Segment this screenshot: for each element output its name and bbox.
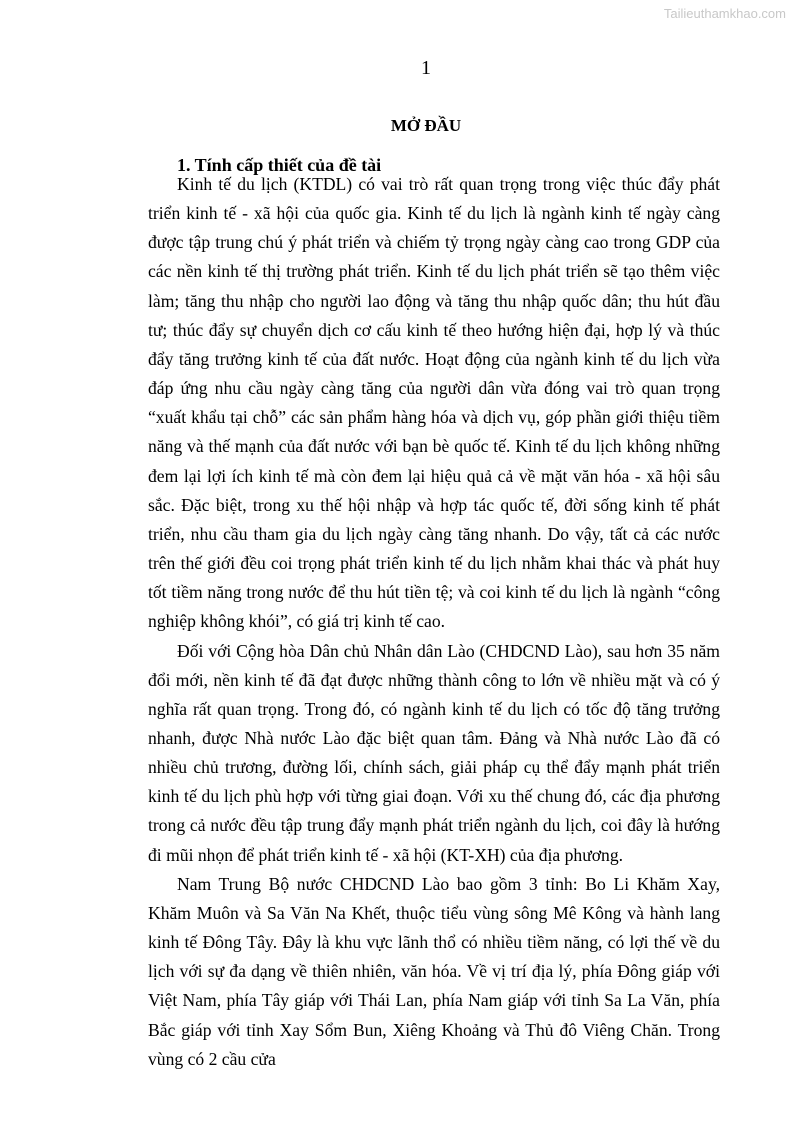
page-number: 1	[421, 57, 431, 79]
paragraph-3: Nam Trung Bộ nước CHDCND Lào bao gồm 3 tỉnh: Bo Li Khăm Xay, Khăm Muôn và Sa Văn Na Khết, thuộc tiểu vùng sông Mê Kông và hành lang kinh tế Đông Tây. Đây là khu vực lãnh thổ có nhiều tiềm năng, có lợi thế về du lịch với sự đa dạng về thiên nhiên, văn hóa. Về vị trí địa lý, phía Đông giáp với Việt Nam, phía Tây giáp với Thái Lan, phía Nam giáp với tỉnh Sa La Văn, phía Bắc giáp với tỉnh Xay Sổm Bun, Xiêng Khoảng và Thủ đô Viêng Chăn. Trong vùng có 2 cầu cửa	[148, 873, 720, 1069]
watermark: Tailieuthamkhao.com	[663, 6, 786, 21]
section-heading: 1. Tính cấp thiết của đề tài	[177, 155, 382, 175]
body-text	[148, 170, 720, 1074]
page-title: MỞ ĐẦU	[390, 116, 462, 135]
paragraph-2: Đối với Cộng hòa Dân chủ Nhân dân Lào (CHDCND Lào), sau hơn 35 năm đổi mới, nền kinh tế đã đạt được những thành công to lớn về nhiều mặt và có ý nghĩa rất quan trọng. Trong đó, có ngành kinh tế du lịch có tốc độ tăng trưởng nhanh, được Nhà nước Lào đặc biệt quan tâm. Đảng và Nhà nước Lào đã có nhiều chủ trương, đường lối, chính sách, giải pháp cụ thể đẩy mạnh phát triển kinh tế du lịch phù hợp với từng giai đoạn. Với xu thế chung đó, các địa phương trong cả nước đều tập trung đẩy mạnh phát triển ngành du lịch, coi đây là hướng đi mũi nhọn để phát triển kinh tế - xã hội (KT-XH) của địa phương.	[148, 640, 720, 865]
paragraph-1: Kinh tế du lịch (KTDL) có vai trò rất quan trọng trong việc thúc đẩy phát triển kinh tế - xã hội của quốc gia. Kinh tế du lịch là ngành kinh tế ngày càng được tập trung chú ý phát triển và chiếm tỷ trọng ngày càng cao trong GDP của các nền kinh tế thị trường phát triển. Kinh tế du lịch phát triển sẽ tạo thêm việc làm; tăng thu nhập cho người lao động và tăng thu nhập quốc dân; thu hút đầu tư; thúc đẩy sự chuyển dịch cơ cấu kinh tế theo hướng hiện đại, hợp lý và thúc đẩy tăng trưởng kinh tế của đất nước. Hoạt động của ngành kinh tế du lịch vừa đáp ứng nhu cầu ngày càng tăng của người dân vừa đóng vai trò quan trọng “xuất khẩu tại chỗ” các sản phẩm hàng hóa và dịch vụ, góp phần giới thiệu tiềm năng và thế mạnh của đất nước với bạn bè quốc tế. Kinh tế du lịch không những đem lại lợi ích kinh tế mà còn đem lại hiệu quả cả về mặt văn hóa - xã hội sâu sắc. Đặc biệt, trong xu thế hội nhập và hợp tác quốc tế, đời sống kinh tế phát triển, nhu cầu tham gia du lịch ngày càng tăng nhanh. Do vậy, tất cả các nước trên thế giới đều coi trọng phát triển kinh tế du lịch nhằm khai thác và phát huy tốt tiềm năng trong nước để thu hút tiền tệ; và coi kinh tế du lịch là ngành “công nghiệp không khói”, có giá trị kinh tế cao.	[148, 174, 720, 632]
